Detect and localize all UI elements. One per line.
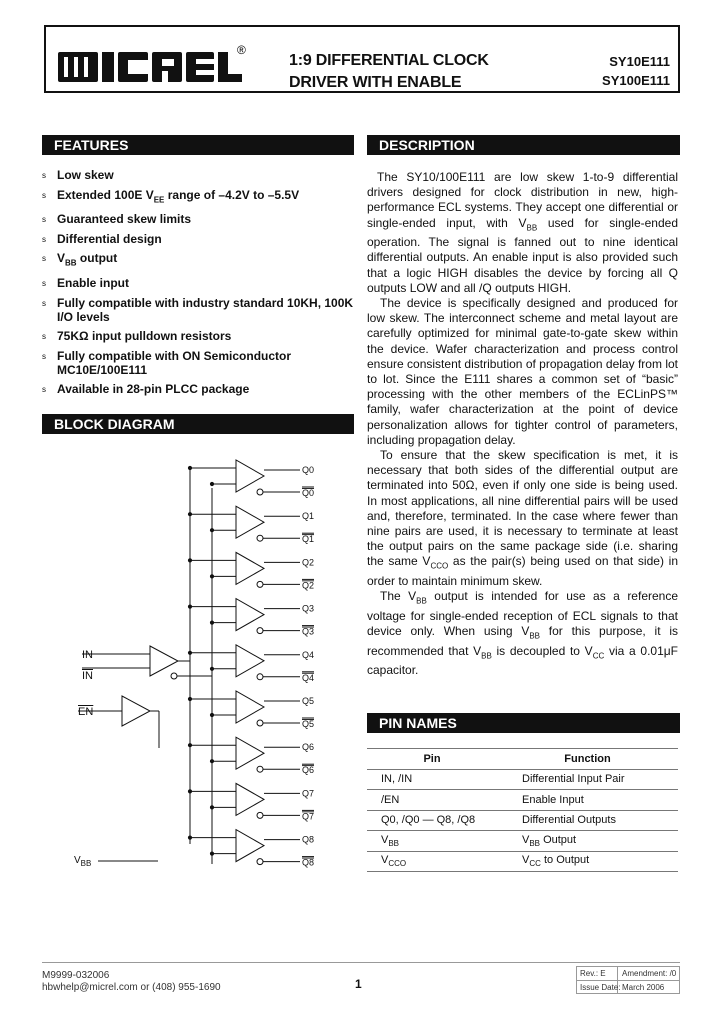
junction-dot: [210, 806, 213, 809]
output-buffer: [236, 783, 264, 815]
features-list: [42, 168, 354, 402]
micrel-logo: [58, 42, 248, 86]
feature-item: s $V_{BB}$ output: [42, 251, 118, 268]
description-paragraph: The SY10/100E111 are low skew 1-to-9 differential drivers designed for clock distribution in new, high-performance ECL systems. They accept one differential or single-ended input, with $V_{BB}$ used for single-ended operation. The signal is fanned out to nine identical differential outputs. An enable input is also provided such that a logic HIGH disables the device by forcing all Q outputs LOW and all /Q outputs HIGH.: [367, 170, 678, 295]
feature-item: s Extended 100E $V_{EE}$ range of –4.2V to –5.5V: [42, 187, 300, 204]
junction-dot: [188, 466, 191, 469]
inverter-bubble: [257, 535, 263, 541]
output-label: Q2: [302, 557, 315, 568]
block-diagram: [42, 448, 354, 878]
junction-dot: [210, 852, 213, 855]
description-text: [367, 170, 678, 678]
output-label-inverted: Q7: [302, 811, 315, 822]
inverter-bubble: [257, 674, 263, 680]
col-pin: Pin: [367, 749, 497, 770]
description-paragraph: The $V_{BB}$ output is intended for use as a reference voltage for single-ended reception of ECL signals to that device only. When using $V_{BB}$ for this purpose, it is recommended that $V_{BB}$ is decoupled to $V_{CC}$ via a 0.01μF capacitor.: [367, 589, 679, 678]
output-buffer: [236, 830, 264, 862]
junction-dot: [188, 651, 191, 654]
output-label-inverted: Q2: [302, 580, 315, 591]
feature-item: s Fully compatible with industry standard 10KH, 100K I/O levels: [42, 295, 354, 324]
output-label: Q3: [302, 603, 315, 614]
output-label-inverted: Q5: [302, 719, 315, 729]
inverter-bubble: [257, 766, 263, 772]
table-row: Q0, /Q0 — Q8, /Q8 Differential Outputs: [367, 810, 678, 831]
registered-mark: ®: [237, 43, 246, 57]
junction-dot: [188, 697, 191, 700]
inverter-bubble: [257, 859, 263, 865]
block-diagram-heading: BLOCK DIAGRAM: [42, 414, 354, 434]
feature-item: s Fully compatible with ON Semiconductor MC10E/100E111: [42, 348, 292, 377]
junction-dot: [210, 621, 213, 624]
junction-dot: [210, 529, 213, 532]
junction-dot: [210, 575, 213, 578]
junction-dot: [210, 667, 213, 670]
junction-dot: [188, 605, 191, 608]
junction-dot: [188, 836, 191, 839]
output-buffer: [236, 506, 264, 538]
junction-dot: [188, 559, 191, 562]
inverter-bubble: [257, 812, 263, 818]
junction-dot: [210, 713, 213, 716]
output-label: Q6: [302, 742, 315, 753]
part-numbers: [580, 52, 670, 90]
output-label: Q0: [302, 465, 315, 475]
feature-item: s Guaranteed skew limits: [42, 212, 192, 227]
table-row: $V_{BB}$ $V_{BB}$ Output: [367, 831, 678, 852]
table-row: IN, /IN Differential Input Pair: [367, 769, 678, 790]
output-label: Q8: [302, 834, 315, 845]
feature-item: s 75KΩ input pulldown resistors: [42, 329, 232, 344]
inverter-bubble: [257, 581, 263, 587]
feature-item: s Low skew: [42, 168, 114, 182]
features-heading: FEATURES: [42, 135, 354, 155]
revision-box: Rev.: E Amendment: /0 Issue Date: March 2006: [576, 966, 680, 994]
inverter-bubble: [257, 489, 263, 495]
feature-item: s Enable input: [42, 276, 129, 291]
junction-dot: [210, 760, 213, 763]
col-function: Function: [497, 749, 678, 770]
feature-item: s Differential design: [42, 231, 162, 246]
junction-dot: [188, 790, 191, 793]
junction-dot: [210, 482, 213, 485]
table-row: $V_{CCO}$ $V_{CC}$ to Output: [367, 851, 678, 872]
page-number: 1: [355, 977, 362, 991]
part-number-1: SY10E111: [609, 54, 670, 69]
output-label-inverted: Q6: [302, 765, 315, 776]
in-label: IN: [82, 649, 93, 661]
output-buffer: [236, 645, 264, 677]
table-row: /EN Enable Input: [367, 790, 678, 811]
footer-rule: [42, 962, 680, 963]
contact-info: hbwhelp@micrel.com or (408) 955-1690: [42, 982, 221, 993]
output-buffer: [236, 737, 264, 769]
output-label: Q5: [302, 696, 315, 706]
vbb-label: $V_{BB}$: [74, 855, 92, 868]
description-paragraph: To ensure that the skew specification is met, it is necessary that both sides of the differential output are terminated into 50Ω, even if only one side is being used. In most applications, all nine differential pairs will be used and, therefore, terminated. In the case where fewer than nine pairs are used, it is necessary to terminate at least the output pairs on the same package side (i.e. sharing the same $V_{CCO}$ as the pair(s) being used on that side) in order to maintain minimum skew.: [367, 448, 678, 589]
inverter-bubble: [257, 628, 263, 634]
junction-dot: [188, 744, 191, 747]
output-buffer: [236, 552, 264, 584]
junction-dot: [188, 513, 191, 516]
description-paragraph: The device is specifically designed and produced for low skew. The interconnect scheme and metal layout are carefully optimized for minimal gate-to-gate skew within the device. Wafer characterization and process control ensure consistent distribution of propagation delay from lot to lot. Since the E111 shares a common set of “basic” processing with the other members of the ECLinPS™ family, wafer characterization at the point of device personalization allows for tighter control of parameters, including propagation delay.: [367, 296, 678, 447]
output-label: Q7: [302, 788, 315, 799]
output-buffer: [236, 599, 264, 631]
output-label-inverted: Q8: [302, 857, 315, 868]
part-number-2: SY100E111: [602, 73, 670, 88]
output-label-inverted: Q4: [302, 672, 315, 683]
output-buffer: [236, 691, 264, 723]
document-number: M9999-032006: [42, 970, 110, 981]
table-header-row: [367, 749, 678, 770]
output-label: Q4: [302, 649, 315, 660]
output-label: Q1: [302, 511, 315, 522]
footer-left: [42, 970, 221, 994]
inverter-bubble: [257, 720, 263, 726]
pin-names-table: [367, 748, 678, 872]
output-buffer: [236, 460, 264, 492]
inb-label: $\overline{IN}$: [82, 670, 93, 682]
en-label: $\overline{EN}$: [78, 706, 94, 718]
output-label-inverted: Q3: [302, 626, 315, 637]
output-label-inverted: Q1: [302, 534, 315, 545]
pin-names-heading: PIN NAMES: [367, 713, 680, 733]
document-title: 1:9 DIFFERENTIAL CLOCK DRIVER WITH ENABLE: [289, 52, 489, 91]
output-label-inverted: Q0: [302, 488, 315, 498]
description-heading: DESCRIPTION: [367, 135, 680, 155]
feature-item: s Available in 28-pin PLCC package: [42, 382, 250, 397]
